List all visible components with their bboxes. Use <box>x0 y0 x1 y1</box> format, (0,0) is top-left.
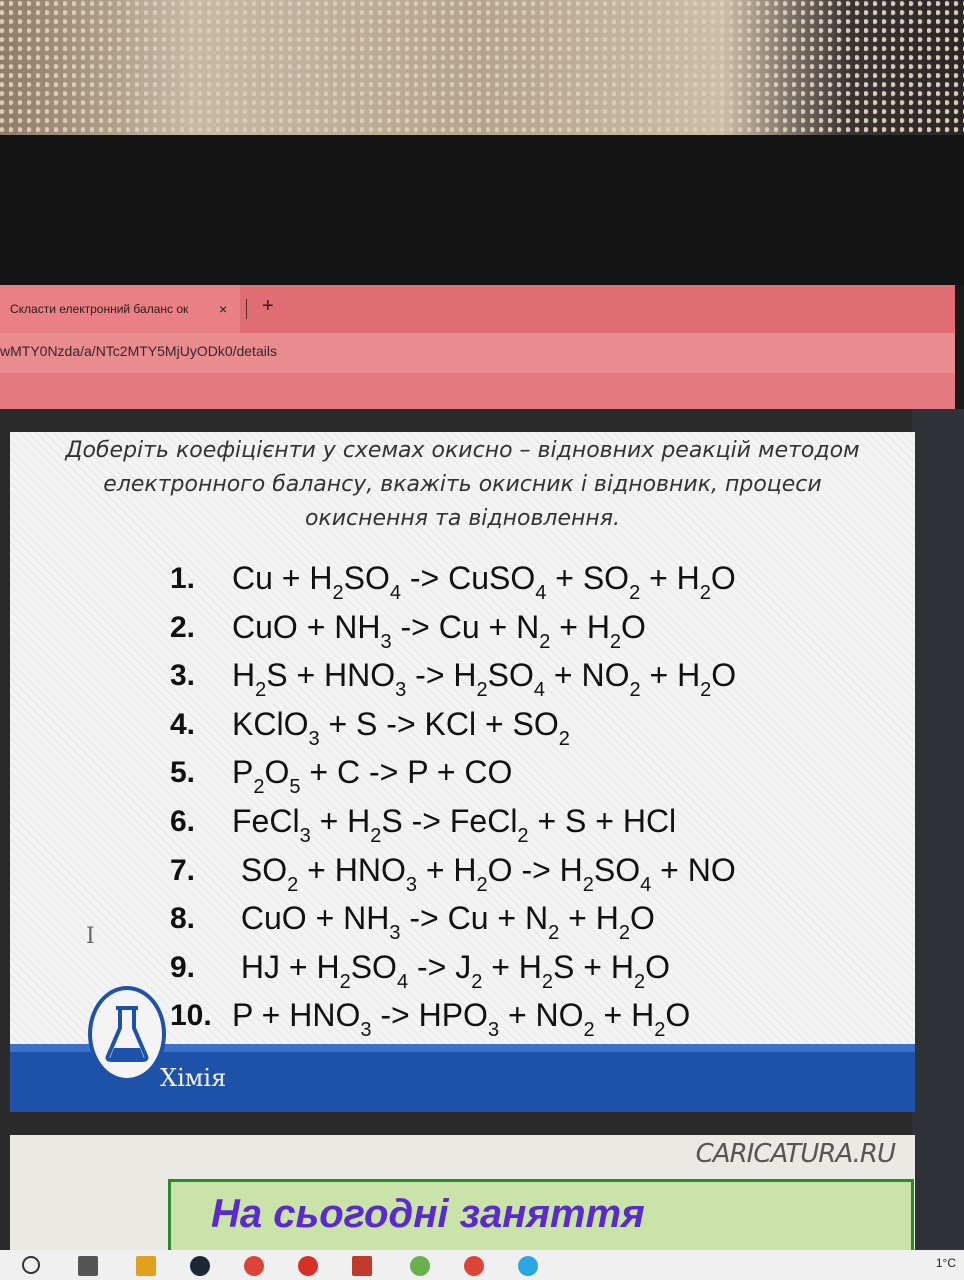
url-text[interactable]: wMTY0Nzda/a/NTc2MTY5MjUyODk0/details <box>0 343 277 359</box>
address-bar[interactable] <box>0 333 955 373</box>
reaction-item <box>170 997 870 1046</box>
reaction-equation: $H_2S + HNO_3 -> H_2SO_4 + NO_2 + H_2O$ <box>232 657 737 702</box>
reaction-equation: FeCl$_3$ + $H_2S$ -> FeCl$_2$ + S + HCl <box>232 802 677 847</box>
reaction-number: 9. <box>170 950 196 984</box>
yandex-icon[interactable] <box>298 1256 318 1276</box>
reaction-equation: $P_2O_5 + C -> P$ + CO <box>232 754 513 799</box>
browser-tab[interactable] <box>0 285 240 333</box>
file-explorer-icon[interactable] <box>136 1256 156 1276</box>
windows-taskbar <box>0 1250 964 1280</box>
reaction-item <box>170 609 870 658</box>
chemistry-logo <box>88 986 166 1082</box>
reaction-number: 10. <box>170 999 212 1033</box>
browser-toolbar-strip <box>0 373 955 409</box>
monitor-bezel <box>0 135 964 285</box>
reaction-list <box>170 560 870 1046</box>
reaction-number: 5. <box>170 756 196 790</box>
reaction-item <box>170 706 870 755</box>
search-icon[interactable] <box>22 1256 40 1274</box>
reaction-equation: CuO + $NH_3 -> Cu + N_2 + H_2O$ <box>232 608 646 653</box>
reaction-equation: KClO$_3$ + S -> KCl + $SO_2$ <box>232 705 570 750</box>
reaction-number: 7. <box>170 853 196 887</box>
chrome-profile-icon[interactable] <box>464 1256 484 1276</box>
reaction-item <box>170 754 870 803</box>
reaction-item <box>170 900 870 949</box>
right-panel <box>912 409 964 1250</box>
heading-box <box>168 1179 914 1255</box>
reaction-equation: $Cu + H_2SO_4$ -> CuSO$_4$ + $SO_2 + H_2O$ <box>232 560 736 604</box>
reaction-item <box>170 560 870 609</box>
telegram-icon[interactable] <box>518 1256 538 1276</box>
reaction-equation: CuO + $NH_3 -> Cu + N_2 + H_2O$ <box>232 900 655 945</box>
app-icon[interactable] <box>352 1256 372 1276</box>
photo-background <box>0 0 964 140</box>
reaction-item <box>170 949 870 998</box>
chrome-icon[interactable] <box>244 1256 264 1276</box>
next-slide-heading: На сьогодні заняття <box>211 1192 645 1236</box>
reaction-item <box>170 852 870 901</box>
logo-label: Хімія <box>160 1064 227 1092</box>
reaction-item <box>170 657 870 706</box>
steam-icon[interactable] <box>190 1256 210 1276</box>
presentation-slide <box>10 432 915 1112</box>
reaction-number: 6. <box>170 804 196 838</box>
watermark-text: CARICATURA.RU <box>695 1139 895 1169</box>
reaction-number: 4. <box>170 707 196 741</box>
text-cursor-icon: I <box>86 924 95 949</box>
torrent-icon[interactable] <box>410 1256 430 1276</box>
reaction-number: 3. <box>170 659 196 693</box>
slide-footer-band <box>10 1044 915 1112</box>
next-slide-preview <box>10 1135 915 1250</box>
tab-title: Скласти електронний баланс ок <box>10 302 189 316</box>
slide-title: Доберіть коефіцієнти у схемах окисно – відновних реакцій методом електронного балансу, вкажіть окисник і відновник, процеси окиснення та відновлення. <box>65 438 860 531</box>
flask-icon <box>104 1004 150 1064</box>
close-icon[interactable]: × <box>219 301 228 317</box>
browser-tab-bar <box>0 285 955 333</box>
tray-weather[interactable]: 1°C <box>935 1256 956 1270</box>
reaction-item <box>170 803 870 852</box>
new-tab-button[interactable]: + <box>262 295 274 317</box>
reaction-number: 2. <box>170 610 196 644</box>
task-view-icon[interactable] <box>78 1256 98 1276</box>
reaction-number: 8. <box>170 902 196 936</box>
tab-divider <box>246 299 247 319</box>
reaction-equation: $P + HNO_3 -> HPO_3 + NO_2 + H_2O$ <box>232 997 691 1042</box>
reaction-equation: HJ + $H_2SO_4 -> J_2 + H_2S + H_2O$ <box>232 948 670 993</box>
reaction-number: 1. <box>170 562 196 595</box>
reaction-equation: $SO_2 + HNO_3 + H_2O -> H_2SO_4$ + NO <box>232 851 736 896</box>
